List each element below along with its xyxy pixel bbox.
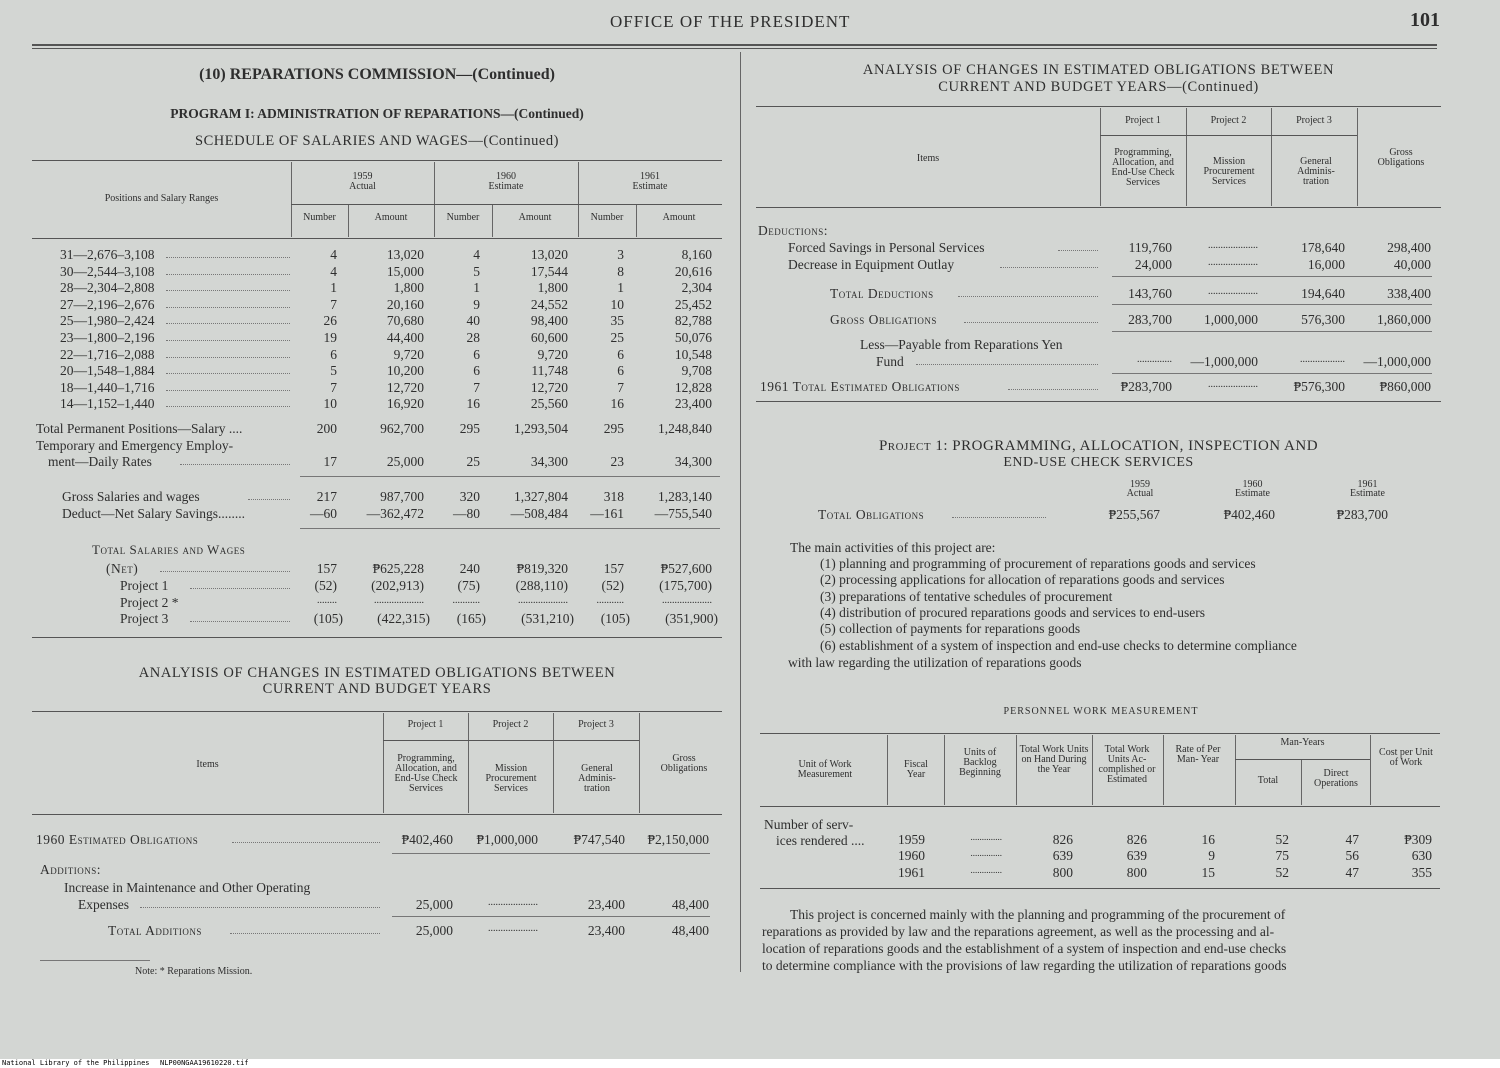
gross-obligations-row: Gross Obligations 283,700 1,000,000 576,300 1,860,000 bbox=[830, 312, 1431, 327]
paragraph-line-1: This project is concerned mainly with the planning and programming of the procurement of bbox=[790, 907, 1286, 922]
total-deductions-row: Total Deductions 143,760 .................... 194,640 338,400 bbox=[830, 286, 1431, 301]
salary-range-row: 27—2,196–2,676 7 20,160 9 24,552 10 25,452 bbox=[60, 296, 712, 312]
col-project-3: Project 3 bbox=[1296, 115, 1332, 126]
activity-item: (6) establishment of a system of inspection and end-use checks to determine compliance bbox=[820, 637, 1297, 653]
salary-range-row: 25—1,980–2,424 26 70,680 40 98,400 35 82,788 bbox=[60, 313, 712, 329]
col-number: Number bbox=[590, 212, 624, 223]
paragraph-line-2: reparations as provided by law and the reparations agreement, as well as the processing and al- bbox=[762, 924, 1275, 939]
pwm-unit-label: Number of serv- bbox=[764, 817, 854, 832]
scan-footer bbox=[0, 1059, 1500, 1068]
less-payable-label: Less—Payable from Reparations Yen bbox=[860, 337, 1063, 352]
salary-range-row: 28—2,304–2,808 1 1,800 1 1,800 1 2,304 bbox=[60, 280, 712, 296]
total-salaries-row: (Net) 157 ₱625,228 240 ₱819,320 157 ₱527,600 bbox=[106, 561, 712, 576]
activity-item: (3) preparations of tentative schedules of procurement bbox=[820, 588, 1113, 604]
activity-item: (4) distribution of procured reparations goods and services to end-users bbox=[820, 604, 1206, 620]
col-1961-sub: Estimate bbox=[632, 181, 668, 192]
estimated-1960-row: 1960 Estimated Obligations ₱402,460 ₱1,000,000 ₱747,540 ₱2,150,000 bbox=[36, 832, 709, 847]
less-payable-row: Fund .............. —1,000,000 .................. —1,000,000 bbox=[876, 354, 1431, 369]
project-2-row: Project 2 * ........ .................... ........... .................... ........... .................... bbox=[120, 595, 712, 610]
footer-file: NLP00NGAA19610220.tif bbox=[160, 1059, 249, 1067]
col-project-1-desc: Programming, Allocation, and End-Use Check Services bbox=[394, 753, 458, 794]
salary-range-row: 23—1,800–2,196 19 44,400 28 60,600 25 50,076 bbox=[60, 330, 712, 345]
salary-range-row: 31—2,676–3,108 4 13,020 4 13,020 3 8,160 bbox=[60, 247, 712, 262]
salary-range-row: 14—1,152–1,440 10 16,920 16 25,560 16 23,400 bbox=[60, 396, 712, 412]
activity-item: (2) processing applications for allocation of reparations goods and services bbox=[820, 572, 1225, 588]
col-1961: 1961 bbox=[640, 171, 660, 182]
analysis-subtitle: CURRENT AND BUDGET YEARS bbox=[262, 681, 492, 697]
page-header bbox=[0, 9, 1500, 36]
header-rule-thin bbox=[32, 48, 1437, 49]
total-obligations-row: Total Obligations ₱255,567 ₱402,460 ₱283,700 bbox=[818, 507, 1388, 522]
pwm-row: 1959 .............. 826 826 16 52 47 ₱309 bbox=[898, 832, 1432, 847]
col-project-1-desc: Programming, Allocation, and End-Use Check Services bbox=[1111, 147, 1175, 188]
deduct-savings-row: Deduct—Net Salary Savings........ —60 —362,472 —80 —508,484 —161 —755,540 bbox=[62, 506, 712, 521]
increase-row: Expenses 25,000 .................... 23,400 48,400 bbox=[78, 897, 709, 912]
col-project-3: Project 3 bbox=[578, 719, 614, 730]
temporary-row: ment—Daily Rates 17 25,000 25 34,300 23 34,300 bbox=[48, 454, 712, 469]
pwm-title: PERSONNEL WORK MEASUREMENT bbox=[1003, 706, 1199, 717]
col-1960: 1960 bbox=[496, 171, 516, 182]
analysis-title: ANALYISIS OF CHANGES IN ESTIMATED OBLIGATIONS BETWEEN bbox=[138, 665, 616, 681]
col-gross: Gross Obligations bbox=[660, 753, 708, 774]
header-rule bbox=[32, 44, 1437, 46]
salary-range-row: 20—1,548–1,884 5 10,200 6 11,748 6 9,708 bbox=[60, 363, 712, 379]
increase-label: Increase in Maintenance and Other Operating bbox=[64, 880, 311, 895]
salary-range-row: 30—2,544–3,108 4 15,000 5 17,544 8 20,616 bbox=[60, 263, 712, 279]
col-number: Number bbox=[303, 212, 336, 223]
paragraph-line-4: to determine compliance with the provisions of law regarding the utilization of reparations goods bbox=[762, 958, 1287, 973]
total-additions-row: Total Additions 25,000 .................... 23,400 48,400 bbox=[108, 923, 709, 938]
col-amount: Amount bbox=[662, 212, 696, 223]
pwm-row: 1960 .............. 639 639 9 75 56 630 bbox=[898, 848, 1432, 864]
col-project-2-desc: Mission Procurement Services bbox=[1203, 156, 1255, 187]
total-permanent-row: Total Permanent Positions—Salary .... 200 962,700 295 1,293,504 295 1,248,840 bbox=[36, 421, 712, 436]
forced-savings-row: Forced Savings in Personal Services 119,760 .................... 178,640 298,400 bbox=[788, 240, 1431, 255]
col-project-3-desc: General Adminis- tration bbox=[1297, 156, 1335, 187]
program-heading: PROGRAM I: ADMINISTRATION OF REPARATIONS—(Continued) bbox=[170, 106, 584, 121]
activities-tail: with law regarding the utilization of reparations goods bbox=[788, 655, 1082, 670]
col-amount: Amount bbox=[518, 212, 552, 223]
col-items: Items bbox=[196, 759, 219, 770]
col-project-1: Project 1 bbox=[1125, 115, 1161, 126]
col-1959-sub: Actual bbox=[349, 181, 376, 192]
col-gross: Gross Obligations bbox=[1377, 147, 1425, 168]
activity-item: (1) planning and programming of procurement of reparations goods and services bbox=[820, 556, 1256, 571]
salary-range-row: 22—1,716–2,088 6 9,720 6 9,720 6 10,548 bbox=[60, 346, 712, 362]
right-analysis-title: ANALYSIS OF CHANGES IN ESTIMATED OBLIGATIONS BETWEEN bbox=[862, 62, 1335, 78]
footer-library: National Library of the Philippines bbox=[2, 1059, 150, 1067]
total-1961-row: 1961 Total Estimated Obligations ₱283,700 .................... ₱576,300 ₱860,000 bbox=[760, 379, 1431, 394]
project-3-row: Project 3 (105) (422,315) (165) (531,210) (105) (351,900) bbox=[120, 611, 718, 626]
col-project-2: Project 2 bbox=[1210, 115, 1247, 126]
additions-label: Additions: bbox=[40, 862, 101, 877]
col-positions: Positions and Salary Ranges bbox=[104, 193, 219, 204]
total-salaries-label: Total Salaries and Wages bbox=[92, 542, 246, 557]
pwm-unit-label-2: ices rendered .... bbox=[776, 833, 865, 848]
paragraph-line-3: location of reparations goods and the establishment of a system of inspection and end-use checks bbox=[762, 941, 1287, 956]
footnote: Note: * Reparations Mission. bbox=[135, 966, 253, 977]
project-1-row: Project 1 (52) (202,913) (75) (288,110) (52) (175,700) bbox=[120, 578, 712, 593]
col-project-1: Project 1 bbox=[407, 719, 444, 730]
pwm-row: 1961 .............. 800 800 15 52 47 355 bbox=[898, 864, 1432, 880]
salary-range-row: 18—1,440–1,716 7 12,720 7 12,720 7 12,828 bbox=[60, 379, 712, 395]
deductions-label: Deductions: bbox=[758, 223, 828, 238]
col-1960-sub: Estimate bbox=[488, 181, 524, 192]
equipment-row: Decrease in Equipment Outlay 24,000 .................... 16,000 40,000 bbox=[788, 257, 1431, 272]
schedule-heading: SCHEDULE OF SALARIES AND WAGES—(Continued) bbox=[195, 133, 559, 149]
project-1-subtitle: END-USE CHECK SERVICES bbox=[1003, 455, 1194, 470]
col-project-2-desc: Mission Procurement Services bbox=[485, 763, 537, 794]
running-title: OFFICE OF THE PRESIDENT bbox=[610, 12, 851, 31]
page-number: 101 bbox=[1410, 9, 1440, 31]
col-number: Number bbox=[446, 212, 480, 223]
activity-item: (5) collection of payments for reparations goods bbox=[820, 621, 1081, 637]
gross-salaries-row: Gross Salaries and wages 217 987,700 320 1,327,804 318 1,283,140 bbox=[62, 489, 712, 504]
col-1959: 1959 bbox=[352, 171, 373, 182]
col-amount: Amount bbox=[374, 212, 408, 223]
section-heading: (10) REPARATIONS COMMISSION—(Continued) bbox=[199, 66, 555, 83]
col-project-2: Project 2 bbox=[492, 719, 529, 730]
temporary-row-label: Temporary and Emergency Employ- bbox=[36, 438, 234, 453]
right-analysis-subtitle: CURRENT AND BUDGET YEARS—(Continued) bbox=[938, 79, 1259, 95]
col-project-3-desc: General Adminis- tration bbox=[578, 763, 616, 794]
activities-intro: The main activities of this project are: bbox=[790, 540, 996, 555]
project-1-title: Project 1: PROGRAMMING, ALLOCATION, INSPECTION AND bbox=[878, 438, 1319, 454]
col-items: Items bbox=[916, 153, 940, 164]
